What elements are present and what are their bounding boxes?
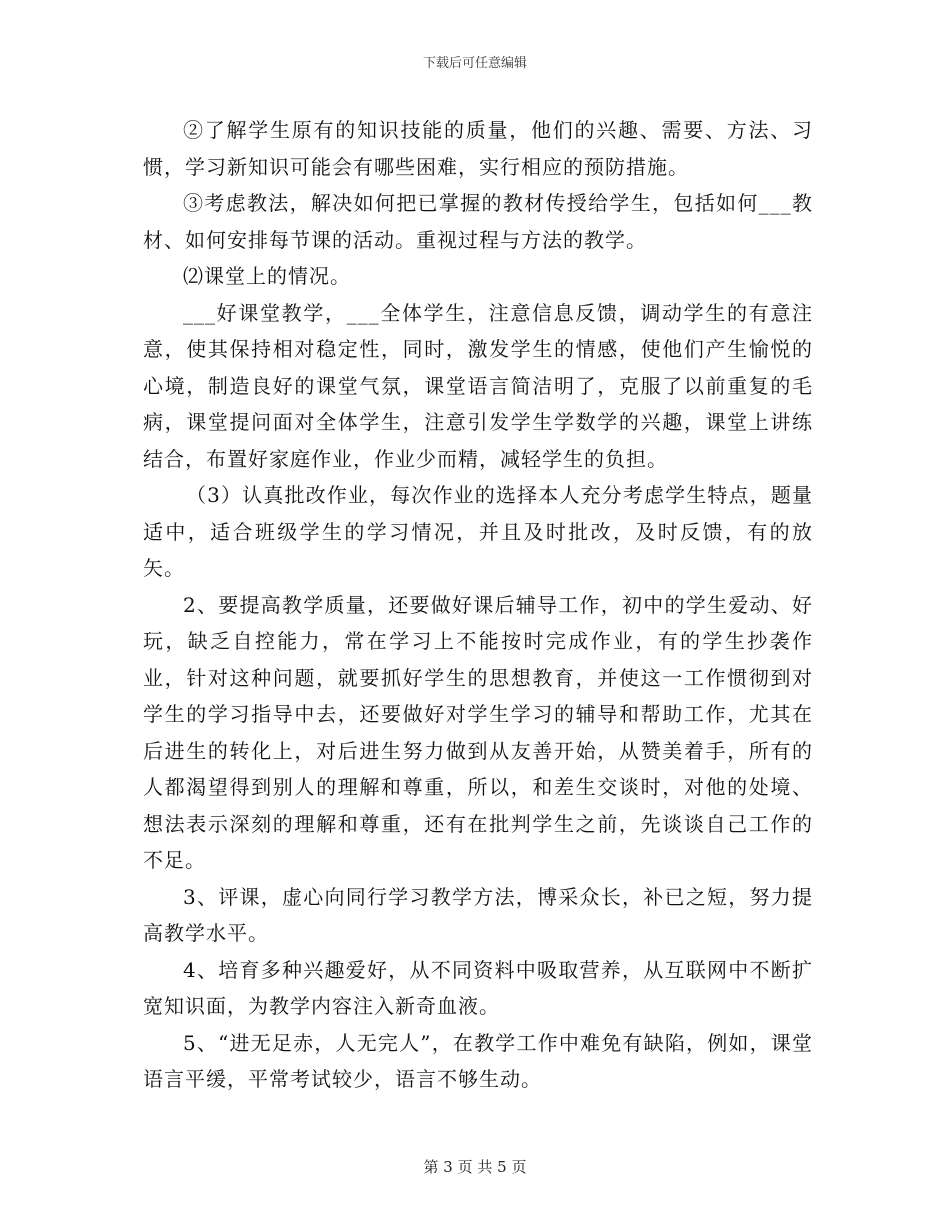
- page-header: 下载后可任意编辑: [422, 56, 527, 71]
- paragraph-understand-students: ②了解学生原有的知识技能的质量，他们的兴趣、需要、方法、习惯，学习新知识可能会有哪些困难，实行相应的预防措施。: [143, 118, 813, 179]
- paragraph-homework-correction: （3）认真批改作业，每次作业的选择本人充分考虑学生特点，题量适中，适合班级学生的学习情况，并且及时批改，及时反馈，有的放矢。: [143, 483, 813, 580]
- paragraph-shortcomings: 5、“进无足赤，人无完人”，在教学工作中难免有缺陷，例如，课堂语言平缓，平常考试较少，语言不够生动。: [143, 1030, 813, 1091]
- paragraph-classroom-heading: ⑵课堂上的情况。: [183, 264, 351, 288]
- paragraph-classroom-teaching: ___好课堂教学，___全体学生，注意信息反馈，调动学生的有意注意，使其保持相对稳定性，同时，激发学生的情感，使他们产生愉悦的心境，制造良好的课堂气氛，课堂语言简洁明了，克服了以前重复的毛病，课堂提问面对全体学生，注意引发学生学数学的兴趣，课堂上讲练结合，布置好家庭作业，作业少而精，减轻学生的负担。: [143, 300, 813, 471]
- page-number-footer: 第 3 页 共 5 页: [423, 1158, 527, 1176]
- paragraph-lesson-evaluation: 3、评课，虚心向同行学习教学方法，博采众长，补已之短，努力提高教学水平。: [143, 884, 813, 945]
- paragraph-after-class-tutoring: 2、要提高教学质量，还要做好课后辅导工作，初中的学生爱动、好玩，缺乏自控能力，常在学习上不能按时完成作业，有的学生抄袭作业，针对这种问题，就要抓好学生的思想教育，并使这一工作惯彻到对学生的学习指导中去，还要做好对学生学习的辅导和帮助工作，尤其在后进生的转化上，对后进生努力做到从友善开始，从赞美着手，所有的人都渴望得到别人的理解和尊重，所以，和差生交谈时，对他的处境、想法表示深刻的理解和尊重，还有在批判学生之前，先谈谈自己工作的不足。: [143, 592, 813, 872]
- paragraph-teaching-methods: ③考虑教法，解决如何把已掌握的教材传授给学生，包括如何___教材、如何安排每节课的活动。重视过程与方法的教学。: [143, 191, 813, 252]
- document-body: [143, 112, 813, 1098]
- paragraph-interests: 4、培育多种兴趣爱好，从不同资料中吸取营养，从互联网中不断扩宽知识面，为教学内容注入新奇血液。: [143, 957, 813, 1018]
